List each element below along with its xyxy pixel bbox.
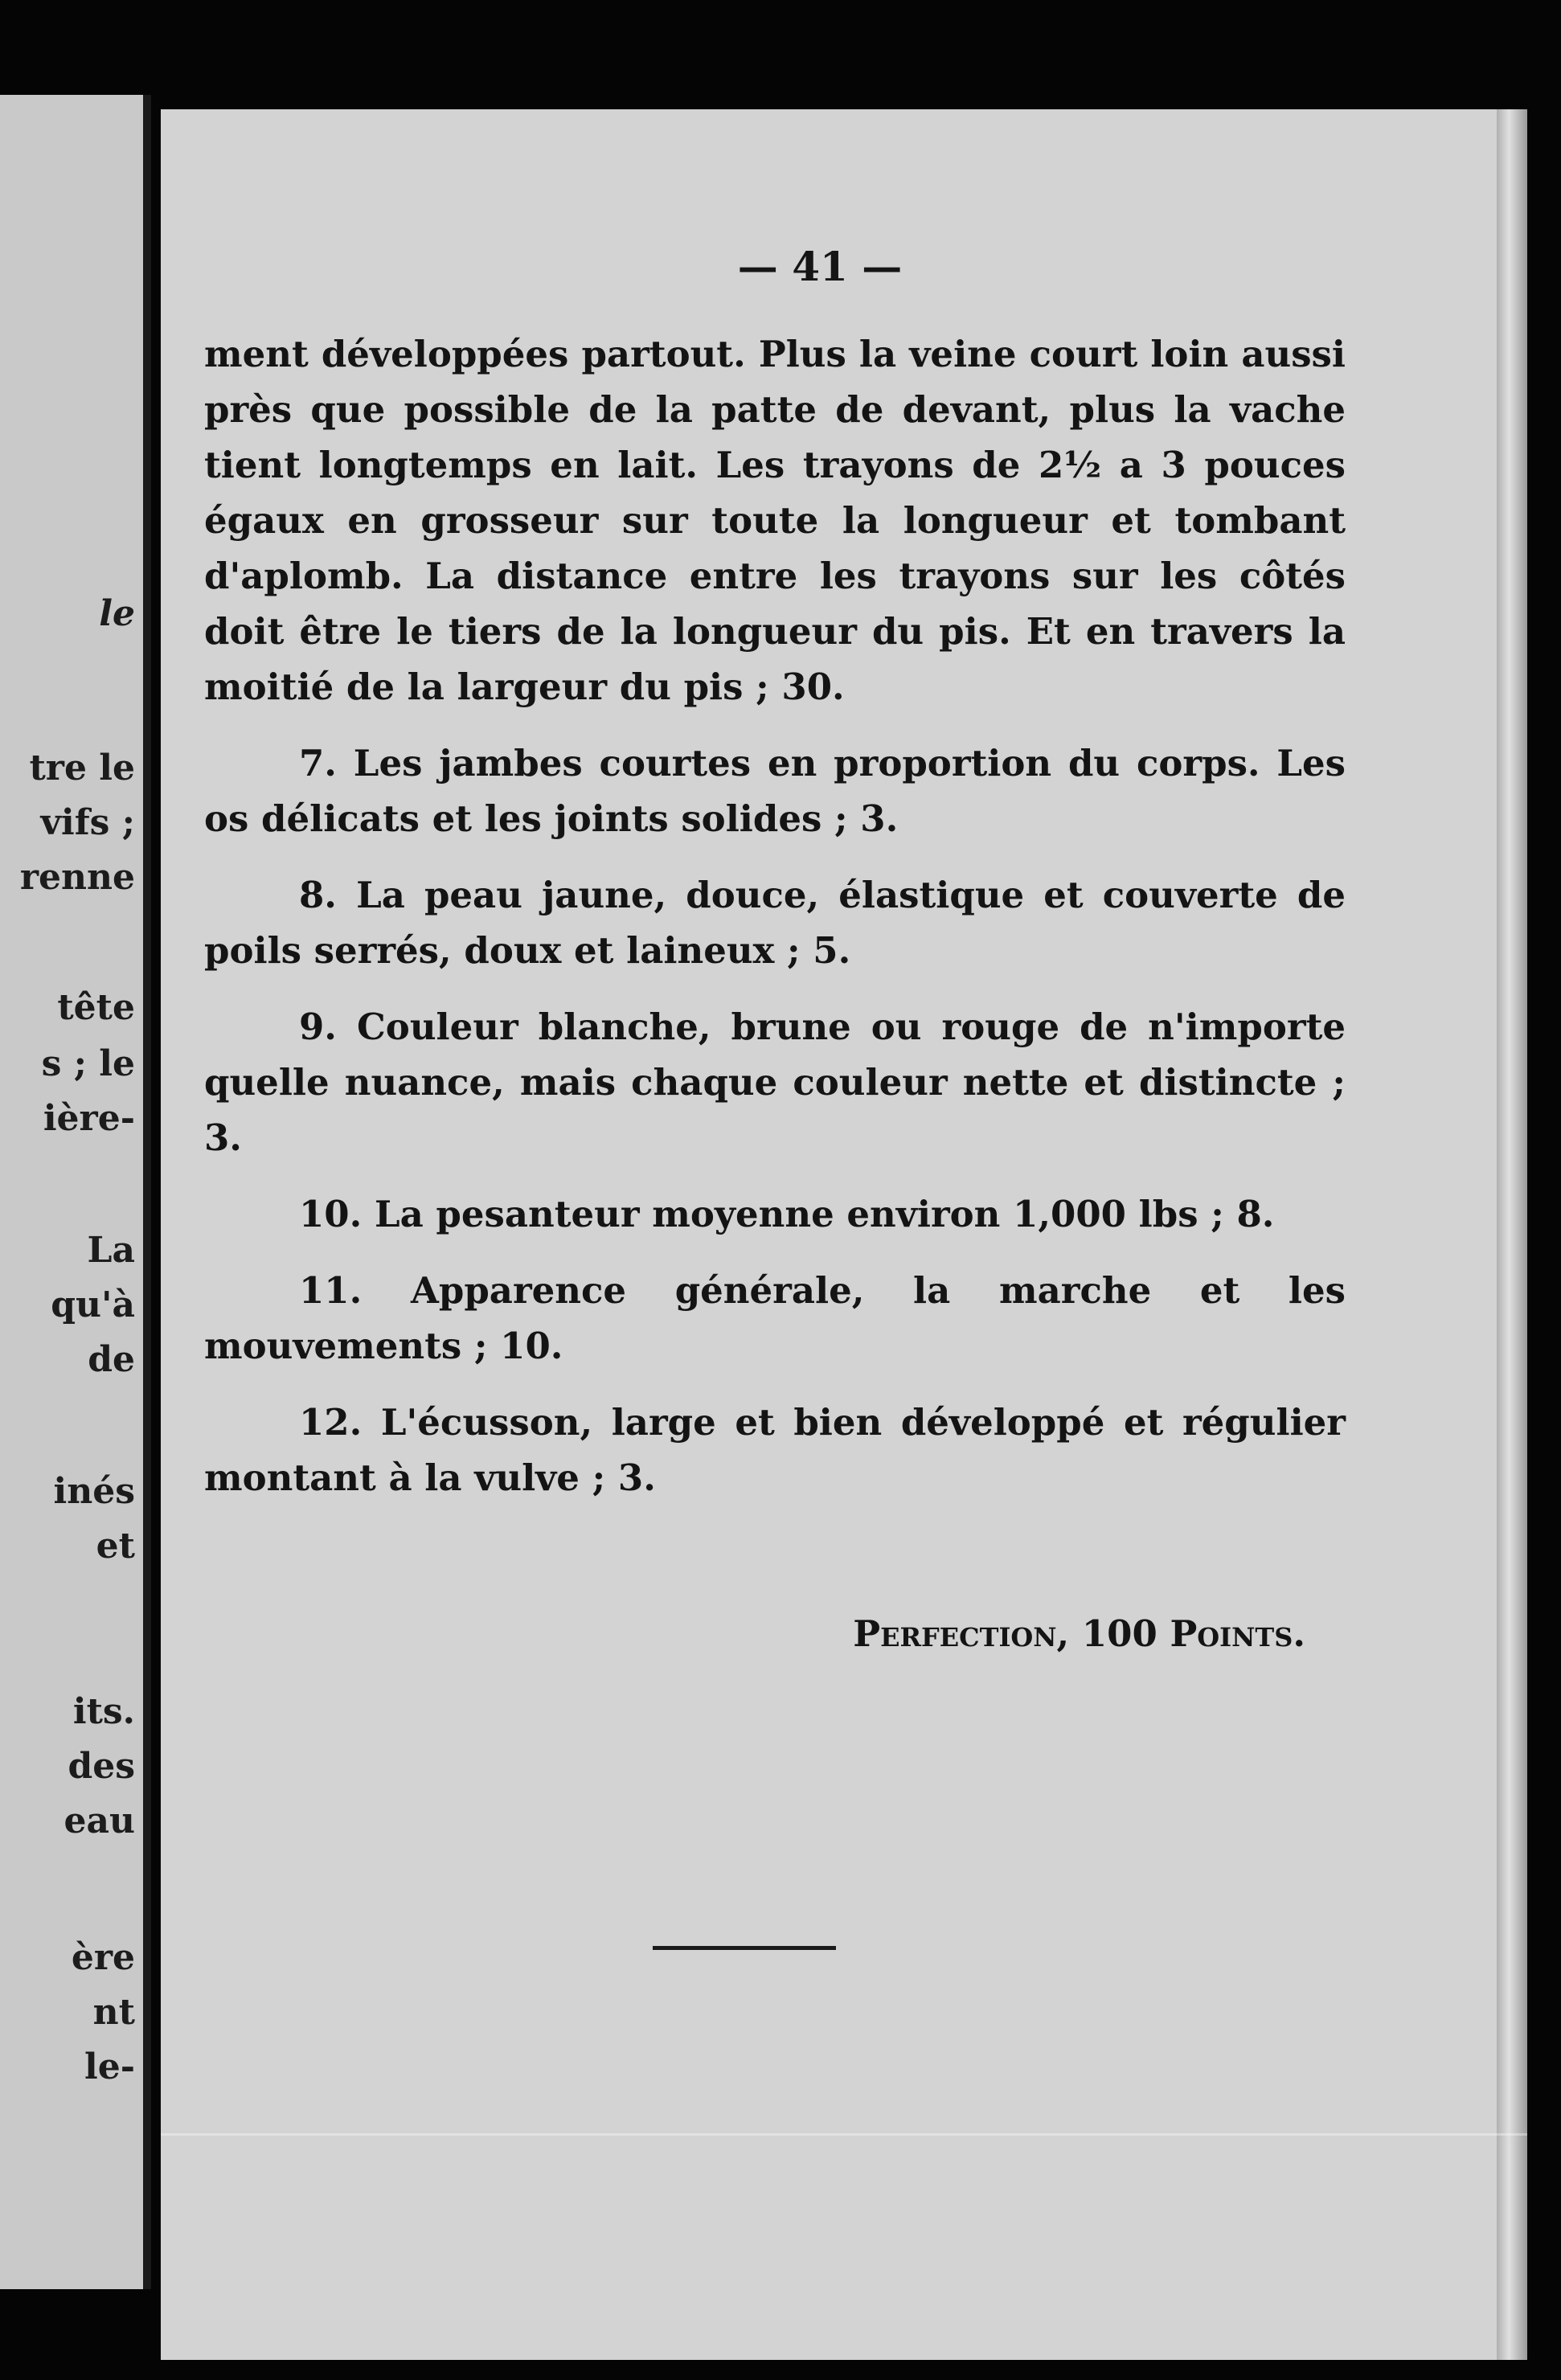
left-line: eau	[64, 1800, 135, 1841]
page-edge	[1497, 109, 1527, 2360]
paragraph-continuation: ment développées partout. Plus la veine court loin aussi près que possible de la patte de devant, plus la vache tient longtemps en lait. Les trayons de 2½ a 3 pouces égaux en grosseur sur toute la longueur et tombant d'aplomb. La distance entre les trayons sur les côtés doit être le tiers de la longueur du pis. Et en travers la moitié de la largeur du pis ; 30.	[204, 333, 1346, 708]
paragraph-item-10: 10. La pesanteur moyenne environ 1,000 lbs ; 8.	[299, 1193, 1275, 1235]
left-line: tête	[57, 987, 135, 1028]
paragraph-item-8: 8. La peau jaune, douce, élastique et couverte de poils serrés, doux et laineux ; 5.	[204, 874, 1346, 972]
left-line: nt	[92, 1992, 135, 2033]
left-line: s ; le	[41, 1043, 135, 1084]
left-line: de	[88, 1339, 135, 1380]
paragraph-item-11: 11. Apparence générale, la marche et les mouvements ; 10.	[204, 1269, 1346, 1367]
left-line: its.	[72, 1691, 135, 1732]
left-line: tre le	[29, 748, 135, 789]
paragraph-item-7: 7. Les jambes courtes en proportion du corps. Les os délicats et les joints solides ; 3.	[204, 742, 1346, 840]
paragraph-item-12: 12. L'écusson, large et bien développé et régulier montant à la vulve ; 3.	[204, 1401, 1346, 1499]
left-line: le	[99, 593, 135, 634]
left-line: des	[68, 1746, 135, 1787]
left-line: ère	[71, 1937, 135, 1978]
left-line: ière-	[43, 1098, 135, 1139]
left-page-sliver	[0, 95, 151, 2289]
left-line: qu'à	[51, 1284, 135, 1325]
scan-fold-line	[161, 2133, 1527, 2136]
left-line: inés	[53, 1471, 135, 1512]
section-divider	[653, 1946, 836, 1950]
paragraph-item-9: 9. Couleur blanche, brune ou rouge de n'importe quelle nuance, mais chaque couleur nette et distincte ; 3.	[204, 1006, 1346, 1159]
left-line: La	[87, 1230, 135, 1271]
main-page	[161, 109, 1527, 2360]
left-line: le-	[84, 2046, 135, 2087]
perfection-total: Perfection, 100 Points.	[853, 1612, 1305, 1655]
left-line: vifs ;	[40, 802, 135, 843]
body-text	[204, 326, 1346, 1526]
left-line: et	[96, 1526, 135, 1567]
page-number: — 41 —	[737, 243, 903, 290]
left-line: renne	[19, 857, 135, 898]
